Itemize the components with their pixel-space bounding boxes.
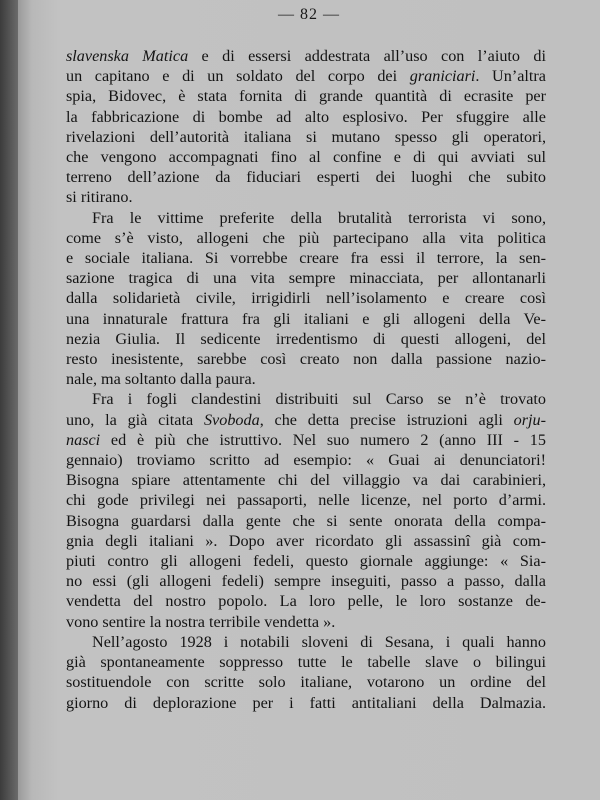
text-fragment: nezia Giulia. Il sedicente irredentismo di questi allogeni, del [66, 329, 546, 348]
text-line [66, 531, 546, 551]
text-line [66, 127, 546, 147]
text-line [66, 369, 546, 389]
text-fragment: Nell’agosto 1928 i notabili sloveni di Sesana, i quali hanno [92, 632, 546, 651]
text-line [66, 571, 546, 591]
text-fragment: e sociale italiana. Si vorrebbe creare fra essi il terrore, la sen- [66, 249, 546, 268]
text-line [66, 66, 546, 86]
text-fragment: rivelazioni dell’autorità italiana si mutano spesso gli operatori, [66, 127, 546, 146]
text-fragment: piuti contro gli allogeni fedeli, questo giornale aggiunge: « Sia- [66, 552, 546, 571]
italic-text: nasci [66, 430, 101, 449]
text-line [66, 187, 546, 207]
text-fragment: vono sentire la nostra terribile vendetta ». [66, 612, 336, 631]
text-fragment: Fra i fogli clandestini distribuiti sul Carso se n’è trovato [92, 390, 546, 409]
text-line [66, 490, 546, 510]
text-fragment: . Un’altra [475, 67, 546, 86]
text-line [66, 693, 546, 713]
text-line [66, 288, 546, 308]
text-fragment: gennaio) troviamo scritto ad esempio: « Guai ai denunciatori! [66, 451, 546, 470]
text-fragment: dalla solidarietà civile, irrigidirli nell’isolamento e creare così [66, 289, 546, 308]
text-fragment: resto inesistente, sarebbe così creato non dalla passione nazio- [66, 350, 546, 369]
text-fragment: uno, la già citata [66, 410, 204, 429]
text-line [66, 410, 546, 430]
text-line [66, 228, 546, 248]
text-line [66, 652, 546, 672]
text-line [66, 147, 546, 167]
italic-text: Svoboda [203, 410, 260, 429]
text-fragment: Fra le vittime preferite della brutalità terrorista vi sono, [92, 208, 546, 227]
text-fragment: nale, ma soltanto dalla paura. [66, 370, 256, 389]
text-fragment: spia, Bidovec, è stata fornita di grande quantità di ecrasite per [66, 87, 546, 106]
italic-text: slavenska Matica [66, 47, 189, 65]
text-fragment: che vengono accompagnati fino al confine e di qui avviati sul [66, 148, 546, 167]
text-line [66, 450, 546, 470]
text-line [66, 329, 546, 349]
italic-text: orju- [513, 410, 546, 429]
text-fragment: sazione tragica di una vita sempre minacciata, per allontanarli [66, 269, 546, 288]
text-line [66, 632, 546, 652]
italic-text: graniciari [409, 67, 476, 86]
text-fragment: Bisogna spiare attentamente chi del villaggio va dai carabinieri, [66, 471, 546, 490]
text-fragment: vendetta del nostro popolo. La loro pelle, le loro sostanze de- [66, 592, 546, 611]
text-line [66, 248, 546, 268]
text-fragment: la fabbricazione di bombe ad alto esplosivo. Per sfuggire alle [66, 107, 546, 126]
text-fragment: no essi (gli allogeni fedeli) sempre inseguiti, passo a passo, dalla [66, 572, 546, 591]
text-fragment: ed è più che istruttivo. Nel suo numero 2 (anno III - 15 [100, 430, 546, 449]
text-fragment: come s’è visto, allogeni che più partecipano alla vita politica [66, 228, 546, 247]
book-page [18, 0, 600, 800]
text-line [66, 268, 546, 288]
text-fragment: e di essersi addestrata all’uso con l’aiuto di [188, 47, 546, 65]
text-fragment: gnia degli italiani ». Dopo aver ricordato gli assassinî già com- [66, 531, 546, 550]
text-line [66, 672, 546, 692]
text-line [66, 551, 546, 571]
book-spine-shadow [0, 0, 18, 800]
text-line [66, 46, 546, 66]
text-fragment: , che detta precise istruzioni agli [259, 410, 514, 429]
text-fragment: Bisogna guardarsi dalla gente che si sente onorata della compa- [66, 511, 546, 530]
text-line [66, 309, 546, 329]
text-line [66, 430, 546, 450]
text-line [66, 389, 546, 409]
text-fragment: terreno dell’azione da fiduciari esperti dei luoghi che subito [66, 168, 546, 187]
text-fragment: chi gode privilegi nei passaporti, nelle licenze, nel porto d’armi. [66, 491, 546, 510]
text-fragment: sostituendole con scritte solo italiane, votarono un ordine del [66, 673, 546, 692]
text-fragment: una innaturale frattura fra gli italiani e gli allogeni della Ve- [66, 309, 546, 328]
text-line [66, 470, 546, 490]
text-line [66, 208, 546, 228]
text-fragment: si ritirano. [66, 188, 133, 207]
text-line [66, 167, 546, 187]
text-line [66, 349, 546, 369]
text-fragment: giorno di deplorazione per i fatti antitaliani della Dalmazia. [66, 693, 546, 712]
text-line [66, 511, 546, 531]
body-text [66, 46, 546, 713]
text-line [66, 612, 546, 632]
text-line [66, 86, 546, 106]
text-line [66, 591, 546, 611]
page-number: — 82 — [278, 6, 340, 23]
text-line [66, 107, 546, 127]
text-fragment: già spontaneamente soppresso tutte le tabelle slave o bilingui [66, 653, 546, 672]
text-fragment: un capitano e di un soldato del corpo dei [66, 67, 410, 86]
